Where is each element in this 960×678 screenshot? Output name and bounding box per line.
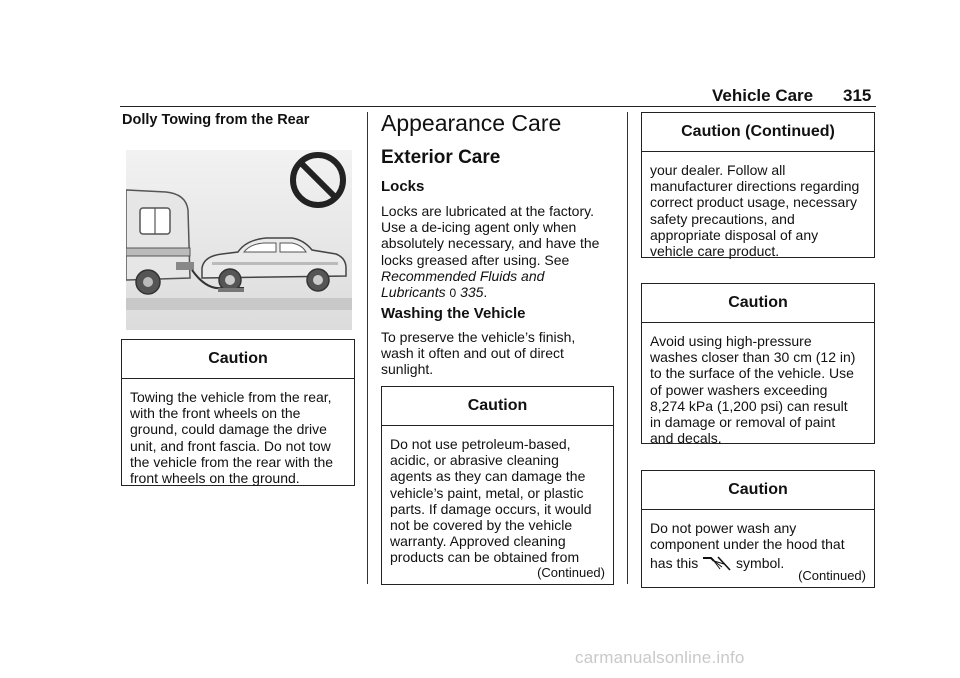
caution-line: safety precautions, and [650,210,795,227]
heading-locks: Locks [381,178,425,195]
caution-box-under-hood [641,470,875,588]
page-number: 315 [843,86,872,105]
no-power-wash-symbol-icon [702,555,732,571]
caution-line: your dealer. Follow all [650,162,786,178]
caution-line: washes closer than 30 cm (12 in) [650,349,856,366]
washing-paragraph [381,329,613,378]
caution-line: the vehicle from the rear with the [130,453,334,470]
caution-line: Towing the vehicle from the rear, [130,389,332,405]
page-ref-arrow-icon: 0 [449,286,457,301]
column-divider-1 [367,112,368,584]
section-title-exterior-care: Exterior Care [381,147,501,168]
caution-title: Caution [642,471,874,510]
text-line: To preserve the vehicle’s finish, [381,329,576,345]
caution-line: not be covered by the vehicle [390,517,573,534]
text-line: sunlight. [381,361,434,378]
cross-reference-page[interactable]: 335 [460,284,484,301]
section-heading-dolly-towing: Dolly Towing from the Rear [122,112,310,128]
continued-label: (Continued) [537,565,605,580]
text-line: locks greased after using. See [381,251,570,268]
caution-line: vehicle care product. [650,243,780,260]
text-line: wash it often and out of direct [381,345,564,362]
caution-text [382,426,613,566]
text-punctuation: . [483,284,488,301]
caution-box-continued [641,112,875,258]
column-divider-2 [627,112,628,584]
text-line: Use a de-icing agent only when [381,219,577,236]
caution-line: in damage or removal of paint [650,414,836,431]
header-rule [120,106,876,107]
caution-title: Caution (Continued) [642,113,874,152]
caution-line: Do not power wash any [650,520,797,536]
caution-line-suffix: symbol. [736,555,785,572]
cross-reference-link[interactable]: Recommended Fluids and [381,267,545,284]
locks-paragraph [381,203,613,301]
caution-line: acidic, or abrasive cleaning [390,452,559,469]
running-header-section: Vehicle Care [712,86,814,105]
caution-line: manufacturer directions regarding [650,178,860,195]
caution-line: appropriate disposal of any [650,226,819,243]
caution-line: products can be obtained from [390,549,580,566]
caution-line: to the surface of the vehicle. Use [650,365,854,382]
caution-line: Do not use petroleum-based, [390,436,571,452]
caution-title: Caution [382,387,613,426]
caution-title: Caution [122,340,354,379]
caution-title: Caution [642,284,874,323]
caution-text [642,152,874,259]
caution-text [642,323,874,446]
caution-line: agents as they can damage the [390,468,586,485]
caution-line: of power washers exceeding [650,381,828,398]
caution-box-cleaning-agents [381,386,614,585]
text-line: absolutely necessary, and have the [381,235,600,252]
caution-line-prefix: has this [650,555,699,572]
caution-text [642,510,874,572]
continued-label: (Continued) [798,568,866,583]
caution-line: unit, and front fascia. Do not tow [130,437,331,454]
caution-line: ground, could damage the drive [130,421,327,438]
text-line: Locks are lubricated at the factory. [381,203,594,219]
motorhome-shape [126,190,194,294]
caution-line: Avoid using high-pressure [650,333,812,349]
caution-box-high-pressure [641,283,875,447]
caution-line: component under the hood that [650,536,845,553]
caution-line: vehicle’s paint, metal, or plastic [390,484,584,501]
caution-line: correct product usage, necessary [650,194,857,211]
caution-line: 8,274 kPa (1,200 psi) can result [650,397,848,414]
heading-washing-the-vehicle: Washing the Vehicle [381,305,526,322]
cross-reference-link[interactable]: Lubricants [381,284,446,301]
caution-line: warranty. Approved cleaning [390,533,566,550]
chapter-title-appearance-care: Appearance Care [381,110,562,136]
caution-line: parts. If damage occurs, it would [390,500,592,517]
caution-line: with the front wheels on the [130,405,301,422]
caution-text [122,379,354,486]
caution-box-dolly-towing [121,339,355,486]
caution-line: and decals. [650,430,722,447]
watermark: carmanualsonline.info [575,648,745,667]
towing-illustration [126,150,352,330]
caution-line: front wheels on the ground. [130,470,300,487]
